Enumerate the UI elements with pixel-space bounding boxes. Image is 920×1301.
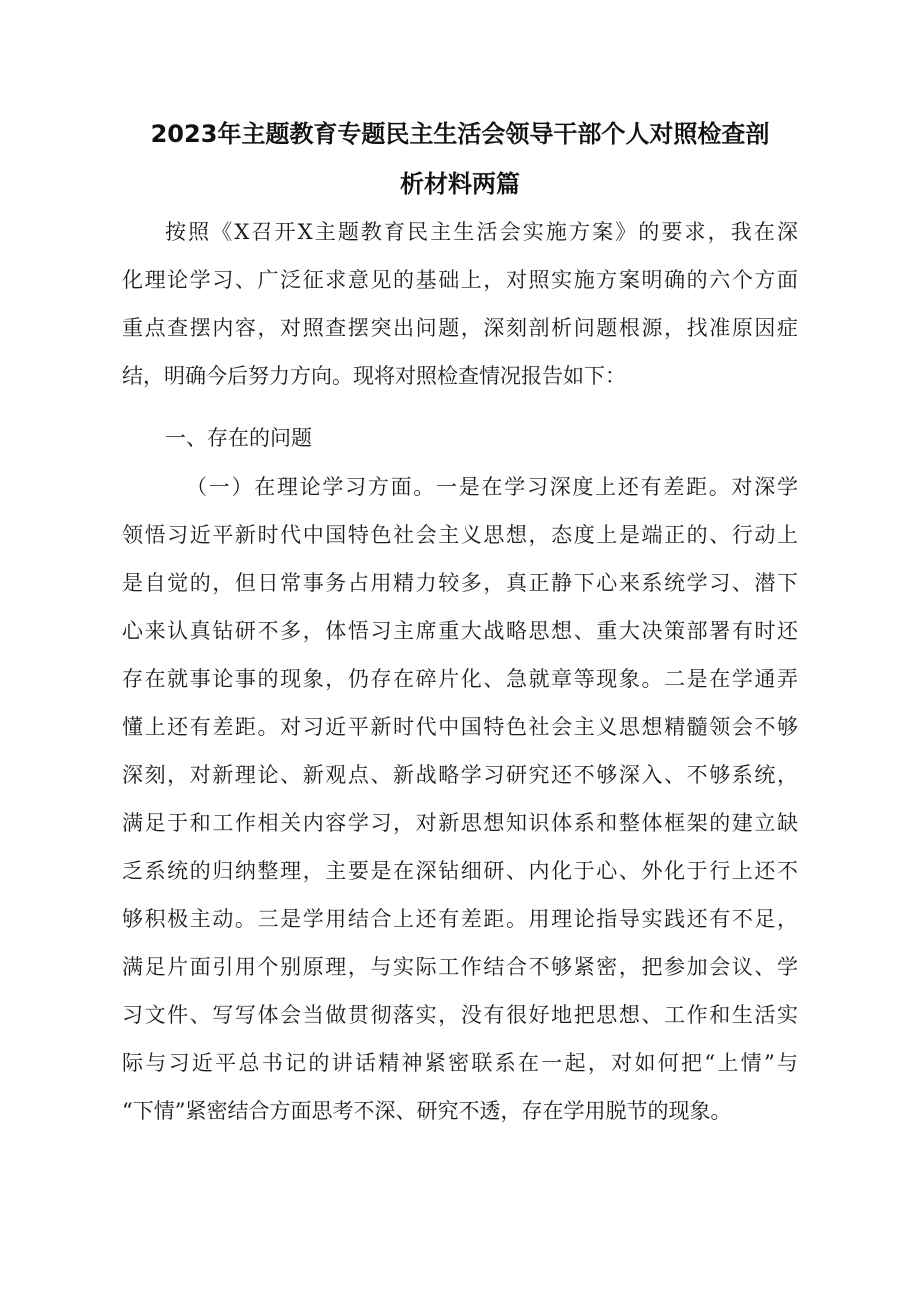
section-paragraph-line: 够积极主动。三是学用结合上还有差距。用理论指导实践还有不足，: [122, 907, 798, 931]
section-paragraph-line: 习文件、写写体会当做贯彻落实，没有很好地把思想、工作和生活实: [122, 1003, 798, 1027]
section-paragraph-line: 深刻，对新理论、新观点、新战略学习研究还不够深入、不够系统，: [122, 763, 798, 787]
intro-paragraph-line: 按照《X召开X主题教育民主生活会实施方案》的要求，我在深: [165, 220, 798, 244]
section-paragraph-line: 存在就事论事的现象，仍存在碎片化、急就章等现象。二是在学通弄: [122, 667, 798, 691]
section-paragraph-line: 乏系统的归纳整理，主要是在深钻细研、内化于心、外化于行上还不: [122, 859, 798, 883]
intro-paragraph-line: 化理论学习、广泛征求意见的基础上，对照实施方案明确的六个方面: [122, 268, 798, 292]
document-title-line-2: 析材料两篇: [400, 170, 520, 198]
intro-paragraph-line: 结，明确今后努力方向。现将对照检查情况报告如下：: [122, 364, 626, 388]
intro-paragraph-line: 重点查摆内容，对照查摆突出问题，深刻剖析问题根源，找准原因症: [122, 316, 798, 340]
section-heading: 一、存在的问题: [165, 426, 312, 450]
section-paragraph-line: （一）在理论学习方面。一是在学习深度上还有差距。对深学: [186, 475, 798, 499]
document-title-line-1: 2023年主题教育专题民主生活会领导干部个人对照检查剖: [150, 120, 770, 148]
section-paragraph-line: “下情”紧密结合方面思考不深、研究不透，存在学用脱节的现象。: [122, 1099, 732, 1123]
section-paragraph-line: 领悟习近平新时代中国特色社会主义思想，态度上是端正的、行动上: [122, 523, 798, 547]
section-paragraph-line: 懂上还有差距。对习近平新时代中国特色社会主义思想精髓领会不够: [122, 715, 798, 739]
section-paragraph-line: 是自觉的，但日常事务占用精力较多，真正静下心来系统学习、潜下: [122, 571, 798, 595]
section-paragraph-line: 际与习近平总书记的讲话精神紧密联系在一起，对如何把“上情”与: [122, 1051, 798, 1075]
section-paragraph-line: 满足片面引用个别原理，与实际工作结合不够紧密，把参加会议、学: [122, 955, 798, 979]
section-paragraph-line: 满足于和工作相关内容学习，对新思想知识体系和整体框架的建立缺: [122, 811, 798, 835]
section-paragraph-line: 心来认真钻研不多，体悟习主席重大战略思想、重大决策部署有时还: [122, 619, 798, 643]
